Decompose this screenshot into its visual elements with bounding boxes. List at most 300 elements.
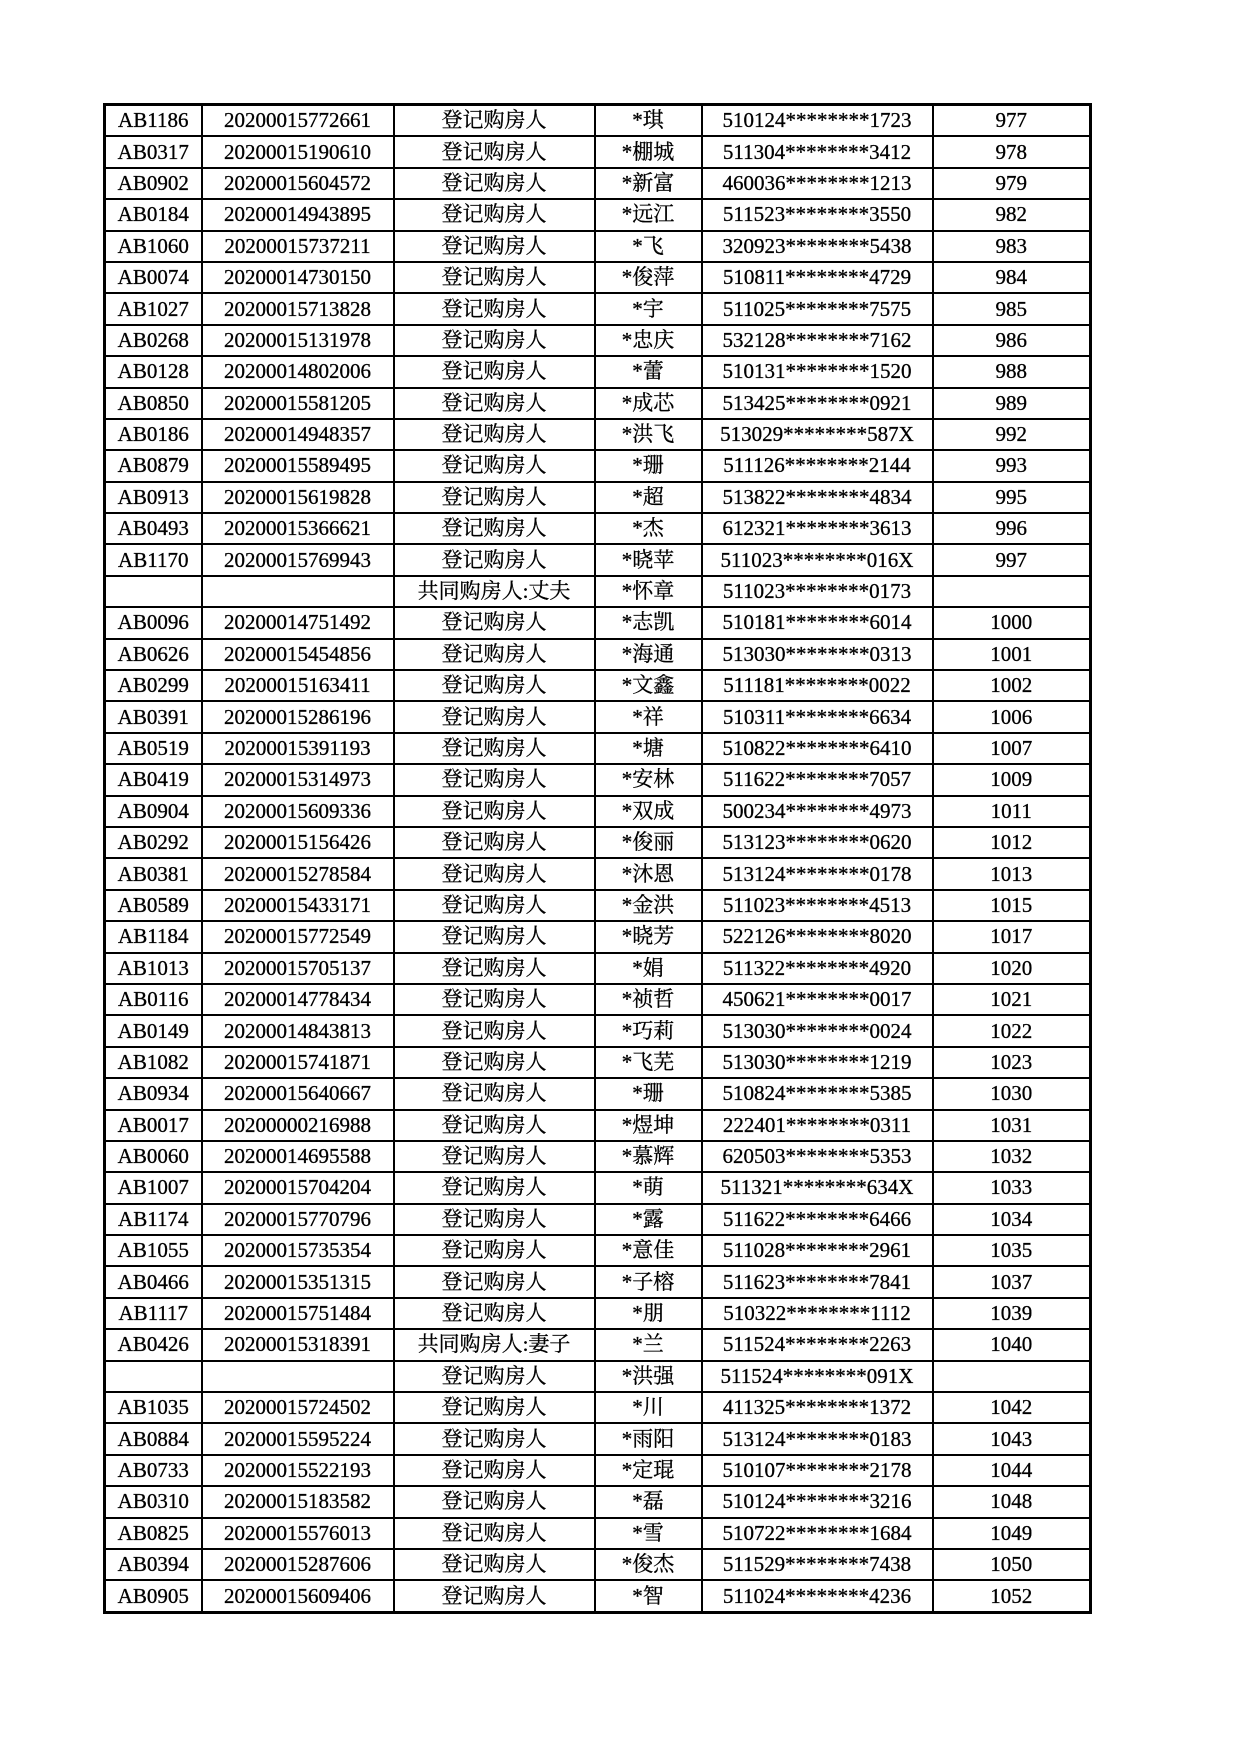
masked-name-cell: *双成 [595,796,702,827]
masked-name-cell: *金洪 [595,890,702,921]
masked-name-cell: *志凯 [595,607,702,638]
masked-name-cell: *俊杰 [595,1549,702,1580]
buyer-role-cell: 登记购房人 [394,1266,595,1297]
buyer-role-cell: 登记购房人 [394,1361,595,1392]
masked-id-number-cell: 511622********6466 [702,1204,933,1235]
registration-number-cell: 20200015318391 [202,1329,394,1360]
masked-name-cell: *晓苹 [595,544,702,575]
buyer-role-cell: 登记购房人 [394,796,595,827]
sequence-number-cell: 1021 [933,984,1091,1015]
applicant-code-cell: AB0391 [105,701,202,732]
table-row [105,827,1091,858]
buyer-role-cell: 登记购房人 [394,1392,595,1423]
buyer-role-cell: 登记购房人 [394,1549,595,1580]
table-row [105,1392,1091,1423]
sequence-number-cell [933,1361,1091,1392]
applicant-code-cell: AB0186 [105,419,202,450]
buyer-role-cell: 登记购房人 [394,858,595,889]
buyer-role-cell: 登记购房人 [394,921,595,952]
masked-name-cell: *祥 [595,701,702,732]
applicant-code-cell: AB0128 [105,356,202,387]
table-row [105,1141,1091,1172]
applicant-code-cell: AB0904 [105,796,202,827]
sequence-number-cell: 1031 [933,1110,1091,1141]
sequence-number-cell: 1034 [933,1204,1091,1235]
applicant-code-cell: AB0493 [105,513,202,544]
applicant-code-cell: AB0825 [105,1518,202,1549]
applicant-code-cell: AB1013 [105,953,202,984]
registration-number-cell: 20200015724502 [202,1392,394,1423]
masked-id-number-cell: 513822********4834 [702,482,933,513]
buyer-role-cell: 登记购房人 [394,984,595,1015]
applicant-code-cell: AB0426 [105,1329,202,1360]
applicant-code-cell: AB1170 [105,544,202,575]
masked-id-number-cell: 411325********1372 [702,1392,933,1423]
masked-id-number-cell: 450621********0017 [702,984,933,1015]
masked-id-number-cell: 511023********4513 [702,890,933,921]
registration-number-cell: 20200015391193 [202,733,394,764]
sequence-number-cell: 1033 [933,1172,1091,1203]
buyer-role-cell: 登记购房人 [394,1235,595,1266]
applicant-code-cell: AB0116 [105,984,202,1015]
sequence-number-cell: 986 [933,325,1091,356]
sequence-number-cell: 996 [933,513,1091,544]
registration-number-cell: 20200015454856 [202,639,394,670]
masked-name-cell: *远江 [595,199,702,230]
table-row [105,1455,1091,1486]
masked-id-number-cell: 513030********0313 [702,639,933,670]
masked-name-cell: *洪飞 [595,419,702,450]
registration-number-cell: 20200015131978 [202,325,394,356]
applicant-code-cell: AB0905 [105,1580,202,1612]
buyer-role-cell: 登记购房人 [394,356,595,387]
buyer-role-cell: 登记购房人 [394,1110,595,1141]
applicant-code-cell: AB1082 [105,1047,202,1078]
applicant-code-cell: AB1027 [105,293,202,324]
masked-name-cell: *海通 [595,639,702,670]
sequence-number-cell: 997 [933,544,1091,575]
table-row [105,1486,1091,1517]
sequence-number-cell: 983 [933,231,1091,262]
sequence-number-cell: 1002 [933,670,1091,701]
registration-number-cell: 20200015772549 [202,921,394,952]
registration-number-cell: 20200015619828 [202,482,394,513]
table-row [105,325,1091,356]
table-row [105,1266,1091,1297]
masked-id-number-cell: 511028********2961 [702,1235,933,1266]
sequence-number-cell: 1011 [933,796,1091,827]
registration-number-cell: 20200015769943 [202,544,394,575]
buyer-role-cell: 登记购房人 [394,953,595,984]
masked-name-cell: *怀章 [595,576,702,607]
masked-name-cell: *俊丽 [595,827,702,858]
table-row [105,576,1091,607]
buyer-role-cell: 登记购房人 [394,513,595,544]
buyer-role-cell: 登记购房人 [394,1455,595,1486]
masked-name-cell: *琪 [595,105,702,137]
sequence-number-cell: 1000 [933,607,1091,638]
masked-name-cell: *飞芜 [595,1047,702,1078]
sequence-number-cell: 979 [933,168,1091,199]
buyer-role-cell: 登记购房人 [394,450,595,481]
sequence-number-cell: 1040 [933,1329,1091,1360]
masked-name-cell: *娟 [595,953,702,984]
sequence-number-cell: 985 [933,293,1091,324]
masked-id-number-cell: 511024********4236 [702,1580,933,1612]
registration-number-cell: 20200015704204 [202,1172,394,1203]
table-row [105,1015,1091,1046]
buyer-role-cell: 登记购房人 [394,293,595,324]
registration-number-cell: 20200015183582 [202,1486,394,1517]
sequence-number-cell: 993 [933,450,1091,481]
table-row [105,199,1091,230]
buyer-role-cell: 登记购房人 [394,168,595,199]
table-row [105,1204,1091,1235]
masked-name-cell: *成芯 [595,388,702,419]
masked-name-cell: *雪 [595,1518,702,1549]
sequence-number-cell: 1042 [933,1392,1091,1423]
table-row [105,482,1091,513]
registration-number-cell: 20200014778434 [202,984,394,1015]
registration-number-cell: 20200015751484 [202,1298,394,1329]
buyer-role-cell: 登记购房人 [394,733,595,764]
masked-id-number-cell: 320923********5438 [702,231,933,262]
sequence-number-cell: 992 [933,419,1091,450]
registration-number-cell: 20200014948357 [202,419,394,450]
registration-number-cell: 20200015314973 [202,764,394,795]
sequence-number-cell: 1023 [933,1047,1091,1078]
table-row [105,607,1091,638]
registration-number-cell: 20200015287606 [202,1549,394,1580]
sequence-number-cell: 1037 [933,1266,1091,1297]
applicant-code-cell: AB1174 [105,1204,202,1235]
table-row [105,450,1091,481]
applicant-code-cell [105,1361,202,1392]
masked-id-number-cell: 612321********3613 [702,513,933,544]
applicant-code-cell: AB0299 [105,670,202,701]
table-row [105,262,1091,293]
table-row [105,764,1091,795]
masked-id-number-cell: 510811********4729 [702,262,933,293]
table-row [105,419,1091,450]
applicant-code-cell: AB0096 [105,607,202,638]
applicant-code-cell: AB0589 [105,890,202,921]
applicant-code-cell: AB0913 [105,482,202,513]
table-row [105,984,1091,1015]
masked-name-cell: *晓芳 [595,921,702,952]
registration-number-cell: 20200014802006 [202,356,394,387]
sequence-number-cell: 1043 [933,1423,1091,1454]
masked-name-cell: *蕾 [595,356,702,387]
masked-id-number-cell: 511023********016X [702,544,933,575]
masked-id-number-cell: 510722********1684 [702,1518,933,1549]
registration-number-cell: 20200015286196 [202,701,394,732]
masked-id-number-cell: 620503********5353 [702,1141,933,1172]
buyer-role-cell: 登记购房人 [394,607,595,638]
table-row [105,544,1091,575]
masked-name-cell: *新富 [595,168,702,199]
masked-id-number-cell: 522126********8020 [702,921,933,952]
registration-number-cell: 20200015609406 [202,1580,394,1612]
masked-id-number-cell: 511023********0173 [702,576,933,607]
masked-name-cell: *慕辉 [595,1141,702,1172]
sequence-number-cell: 982 [933,199,1091,230]
property-buyer-list-table [103,103,1092,1614]
registration-number-cell: 20200014751492 [202,607,394,638]
buyer-role-cell: 登记购房人 [394,325,595,356]
masked-id-number-cell: 500234********4973 [702,796,933,827]
applicant-code-cell: AB0884 [105,1423,202,1454]
sequence-number-cell: 1030 [933,1078,1091,1109]
applicant-code-cell: AB1186 [105,105,202,137]
masked-id-number-cell: 511524********2263 [702,1329,933,1360]
masked-id-number-cell: 511623********7841 [702,1266,933,1297]
masked-id-number-cell: 513425********0921 [702,388,933,419]
applicant-code-cell: AB0292 [105,827,202,858]
applicant-code-cell: AB1117 [105,1298,202,1329]
registration-number-cell: 20200015433171 [202,890,394,921]
sequence-number-cell: 977 [933,105,1091,137]
applicant-code-cell: AB0850 [105,388,202,419]
masked-id-number-cell: 511025********7575 [702,293,933,324]
sequence-number-cell: 1020 [933,953,1091,984]
registration-number-cell: 20200015770796 [202,1204,394,1235]
registration-number-cell: 20200015190610 [202,136,394,167]
registration-number-cell: 20200015351315 [202,1266,394,1297]
registration-number-cell: 20200014730150 [202,262,394,293]
buyer-role-cell: 登记购房人 [394,639,595,670]
table-row [105,1361,1091,1392]
buyer-role-cell: 登记购房人 [394,1298,595,1329]
table-row [105,733,1091,764]
masked-id-number-cell: 511322********4920 [702,953,933,984]
sequence-number-cell: 1022 [933,1015,1091,1046]
registration-number-cell: 20200015737211 [202,231,394,262]
masked-id-number-cell: 532128********7162 [702,325,933,356]
sequence-number-cell: 984 [933,262,1091,293]
applicant-code-cell: AB0310 [105,1486,202,1517]
buyer-role-cell: 登记购房人 [394,136,595,167]
masked-name-cell: *安林 [595,764,702,795]
registration-number-cell [202,1361,394,1392]
registration-number-cell: 20200015604572 [202,168,394,199]
buyer-role-cell: 登记购房人 [394,231,595,262]
sequence-number-cell: 1035 [933,1235,1091,1266]
sequence-number-cell: 1015 [933,890,1091,921]
table-row [105,670,1091,701]
table-row [105,1298,1091,1329]
buyer-role-cell: 登记购房人 [394,1518,595,1549]
masked-name-cell: *祯哲 [595,984,702,1015]
masked-id-number-cell: 510322********1112 [702,1298,933,1329]
sequence-number-cell [933,576,1091,607]
table-row [105,701,1091,732]
table-row [105,231,1091,262]
table-row [105,1329,1091,1360]
buyer-role-cell: 登记购房人 [394,701,595,732]
registration-number-cell: 20200015156426 [202,827,394,858]
sequence-number-cell: 1006 [933,701,1091,732]
sequence-number-cell: 1007 [933,733,1091,764]
sequence-number-cell: 1013 [933,858,1091,889]
sequence-number-cell: 1032 [933,1141,1091,1172]
registration-number-cell: 20200015609336 [202,796,394,827]
table-row [105,1518,1091,1549]
sequence-number-cell: 1052 [933,1580,1091,1612]
sequence-number-cell: 978 [933,136,1091,167]
masked-name-cell: *智 [595,1580,702,1612]
masked-name-cell: *文鑫 [595,670,702,701]
registration-number-cell: 20200015522193 [202,1455,394,1486]
applicant-code-cell: AB0060 [105,1141,202,1172]
registration-number-cell: 20200015278584 [202,858,394,889]
registration-number-cell: 20200015735354 [202,1235,394,1266]
masked-id-number-cell: 511304********3412 [702,136,933,167]
sequence-number-cell: 1009 [933,764,1091,795]
table-row [105,1110,1091,1141]
table-row [105,890,1091,921]
applicant-code-cell: AB0394 [105,1549,202,1580]
masked-id-number-cell: 510124********3216 [702,1486,933,1517]
applicant-code-cell: AB0519 [105,733,202,764]
registration-number-cell: 20200015640667 [202,1078,394,1109]
buyer-role-cell: 登记购房人 [394,1015,595,1046]
table-row [105,388,1091,419]
table-row [105,796,1091,827]
masked-name-cell: *俊萍 [595,262,702,293]
applicant-code-cell: AB0017 [105,1110,202,1141]
masked-name-cell: *萌 [595,1172,702,1203]
applicant-code-cell: AB1060 [105,231,202,262]
applicant-code-cell: AB1007 [105,1172,202,1203]
buyer-role-cell: 登记购房人 [394,890,595,921]
table-row [105,513,1091,544]
masked-name-cell: *珊 [595,1078,702,1109]
masked-name-cell: *朋 [595,1298,702,1329]
masked-name-cell: *雨阳 [595,1423,702,1454]
buyer-role-cell: 登记购房人 [394,262,595,293]
table-row [105,1549,1091,1580]
masked-id-number-cell: 513029********587X [702,419,933,450]
sequence-number-cell: 1048 [933,1486,1091,1517]
sequence-number-cell: 1049 [933,1518,1091,1549]
table-row [105,1235,1091,1266]
applicant-code-cell: AB0466 [105,1266,202,1297]
masked-id-number-cell: 511181********0022 [702,670,933,701]
registration-number-cell: 20200014943895 [202,199,394,230]
sequence-number-cell: 1017 [933,921,1091,952]
registration-number-cell: 20200015772661 [202,105,394,137]
buyer-role-cell: 登记购房人 [394,199,595,230]
buyer-role-cell: 登记购房人 [394,1047,595,1078]
buyer-role-cell: 登记购房人 [394,1204,595,1235]
buyer-role-cell: 共同购房人:丈夫 [394,576,595,607]
applicant-code-cell: AB0902 [105,168,202,199]
table-row [105,1172,1091,1203]
buyer-role-cell: 登记购房人 [394,1486,595,1517]
sequence-number-cell: 1001 [933,639,1091,670]
table-row [105,639,1091,670]
masked-id-number-cell: 510311********6634 [702,701,933,732]
masked-id-number-cell: 513124********0183 [702,1423,933,1454]
registration-number-cell: 20200015576013 [202,1518,394,1549]
applicant-code-cell: AB0317 [105,136,202,167]
masked-id-number-cell: 513123********0620 [702,827,933,858]
masked-id-number-cell: 510822********6410 [702,733,933,764]
table-row [105,105,1091,137]
sequence-number-cell: 1044 [933,1455,1091,1486]
registration-number-cell: 20200015366621 [202,513,394,544]
buyer-role-cell: 登记购房人 [394,1580,595,1612]
masked-id-number-cell: 511321********634X [702,1172,933,1203]
masked-id-number-cell: 510124********1723 [702,105,933,137]
buyer-table-body [105,105,1091,1613]
masked-id-number-cell: 510131********1520 [702,356,933,387]
table-row [105,858,1091,889]
registration-number-cell: 20200015589495 [202,450,394,481]
buyer-role-cell: 登记购房人 [394,482,595,513]
masked-id-number-cell: 511524********091X [702,1361,933,1392]
registration-number-cell: 20200015595224 [202,1423,394,1454]
buyer-role-cell: 登记购房人 [394,388,595,419]
registration-number-cell: 20200014695588 [202,1141,394,1172]
applicant-code-cell: AB0419 [105,764,202,795]
masked-name-cell: *巧莉 [595,1015,702,1046]
buyer-role-cell: 登记购房人 [394,827,595,858]
masked-name-cell: *洪强 [595,1361,702,1392]
masked-name-cell: *忠庆 [595,325,702,356]
masked-name-cell: *棚城 [595,136,702,167]
masked-name-cell: *兰 [595,1329,702,1360]
table-row [105,1078,1091,1109]
masked-name-cell: *珊 [595,450,702,481]
registration-number-cell: 20200015705137 [202,953,394,984]
buyer-role-cell: 登记购房人 [394,544,595,575]
masked-name-cell: *宇 [595,293,702,324]
applicant-code-cell: AB0879 [105,450,202,481]
applicant-code-cell: AB1055 [105,1235,202,1266]
buyer-role-cell: 登记购房人 [394,1423,595,1454]
masked-id-number-cell: 513030********0024 [702,1015,933,1046]
sequence-number-cell: 1039 [933,1298,1091,1329]
masked-name-cell: *露 [595,1204,702,1235]
applicant-code-cell: AB0184 [105,199,202,230]
masked-name-cell: *磊 [595,1486,702,1517]
masked-id-number-cell: 222401********0311 [702,1110,933,1141]
buyer-role-cell: 共同购房人:妻子 [394,1329,595,1360]
table-row [105,293,1091,324]
table-row [105,356,1091,387]
masked-name-cell: *超 [595,482,702,513]
applicant-code-cell: AB0381 [105,858,202,889]
applicant-code-cell: AB0149 [105,1015,202,1046]
applicant-code-cell: AB0733 [105,1455,202,1486]
masked-id-number-cell: 511523********3550 [702,199,933,230]
applicant-code-cell: AB1035 [105,1392,202,1423]
masked-id-number-cell: 511126********2144 [702,450,933,481]
table-row [105,953,1091,984]
masked-id-number-cell: 511622********7057 [702,764,933,795]
registration-number-cell: 20200015163411 [202,670,394,701]
masked-id-number-cell: 511529********7438 [702,1549,933,1580]
masked-id-number-cell: 510107********2178 [702,1455,933,1486]
sequence-number-cell: 988 [933,356,1091,387]
applicant-code-cell: AB0934 [105,1078,202,1109]
registration-number-cell: 20200014843813 [202,1015,394,1046]
sequence-number-cell: 1050 [933,1549,1091,1580]
registration-number-cell: 20200015581205 [202,388,394,419]
masked-name-cell: *定琨 [595,1455,702,1486]
